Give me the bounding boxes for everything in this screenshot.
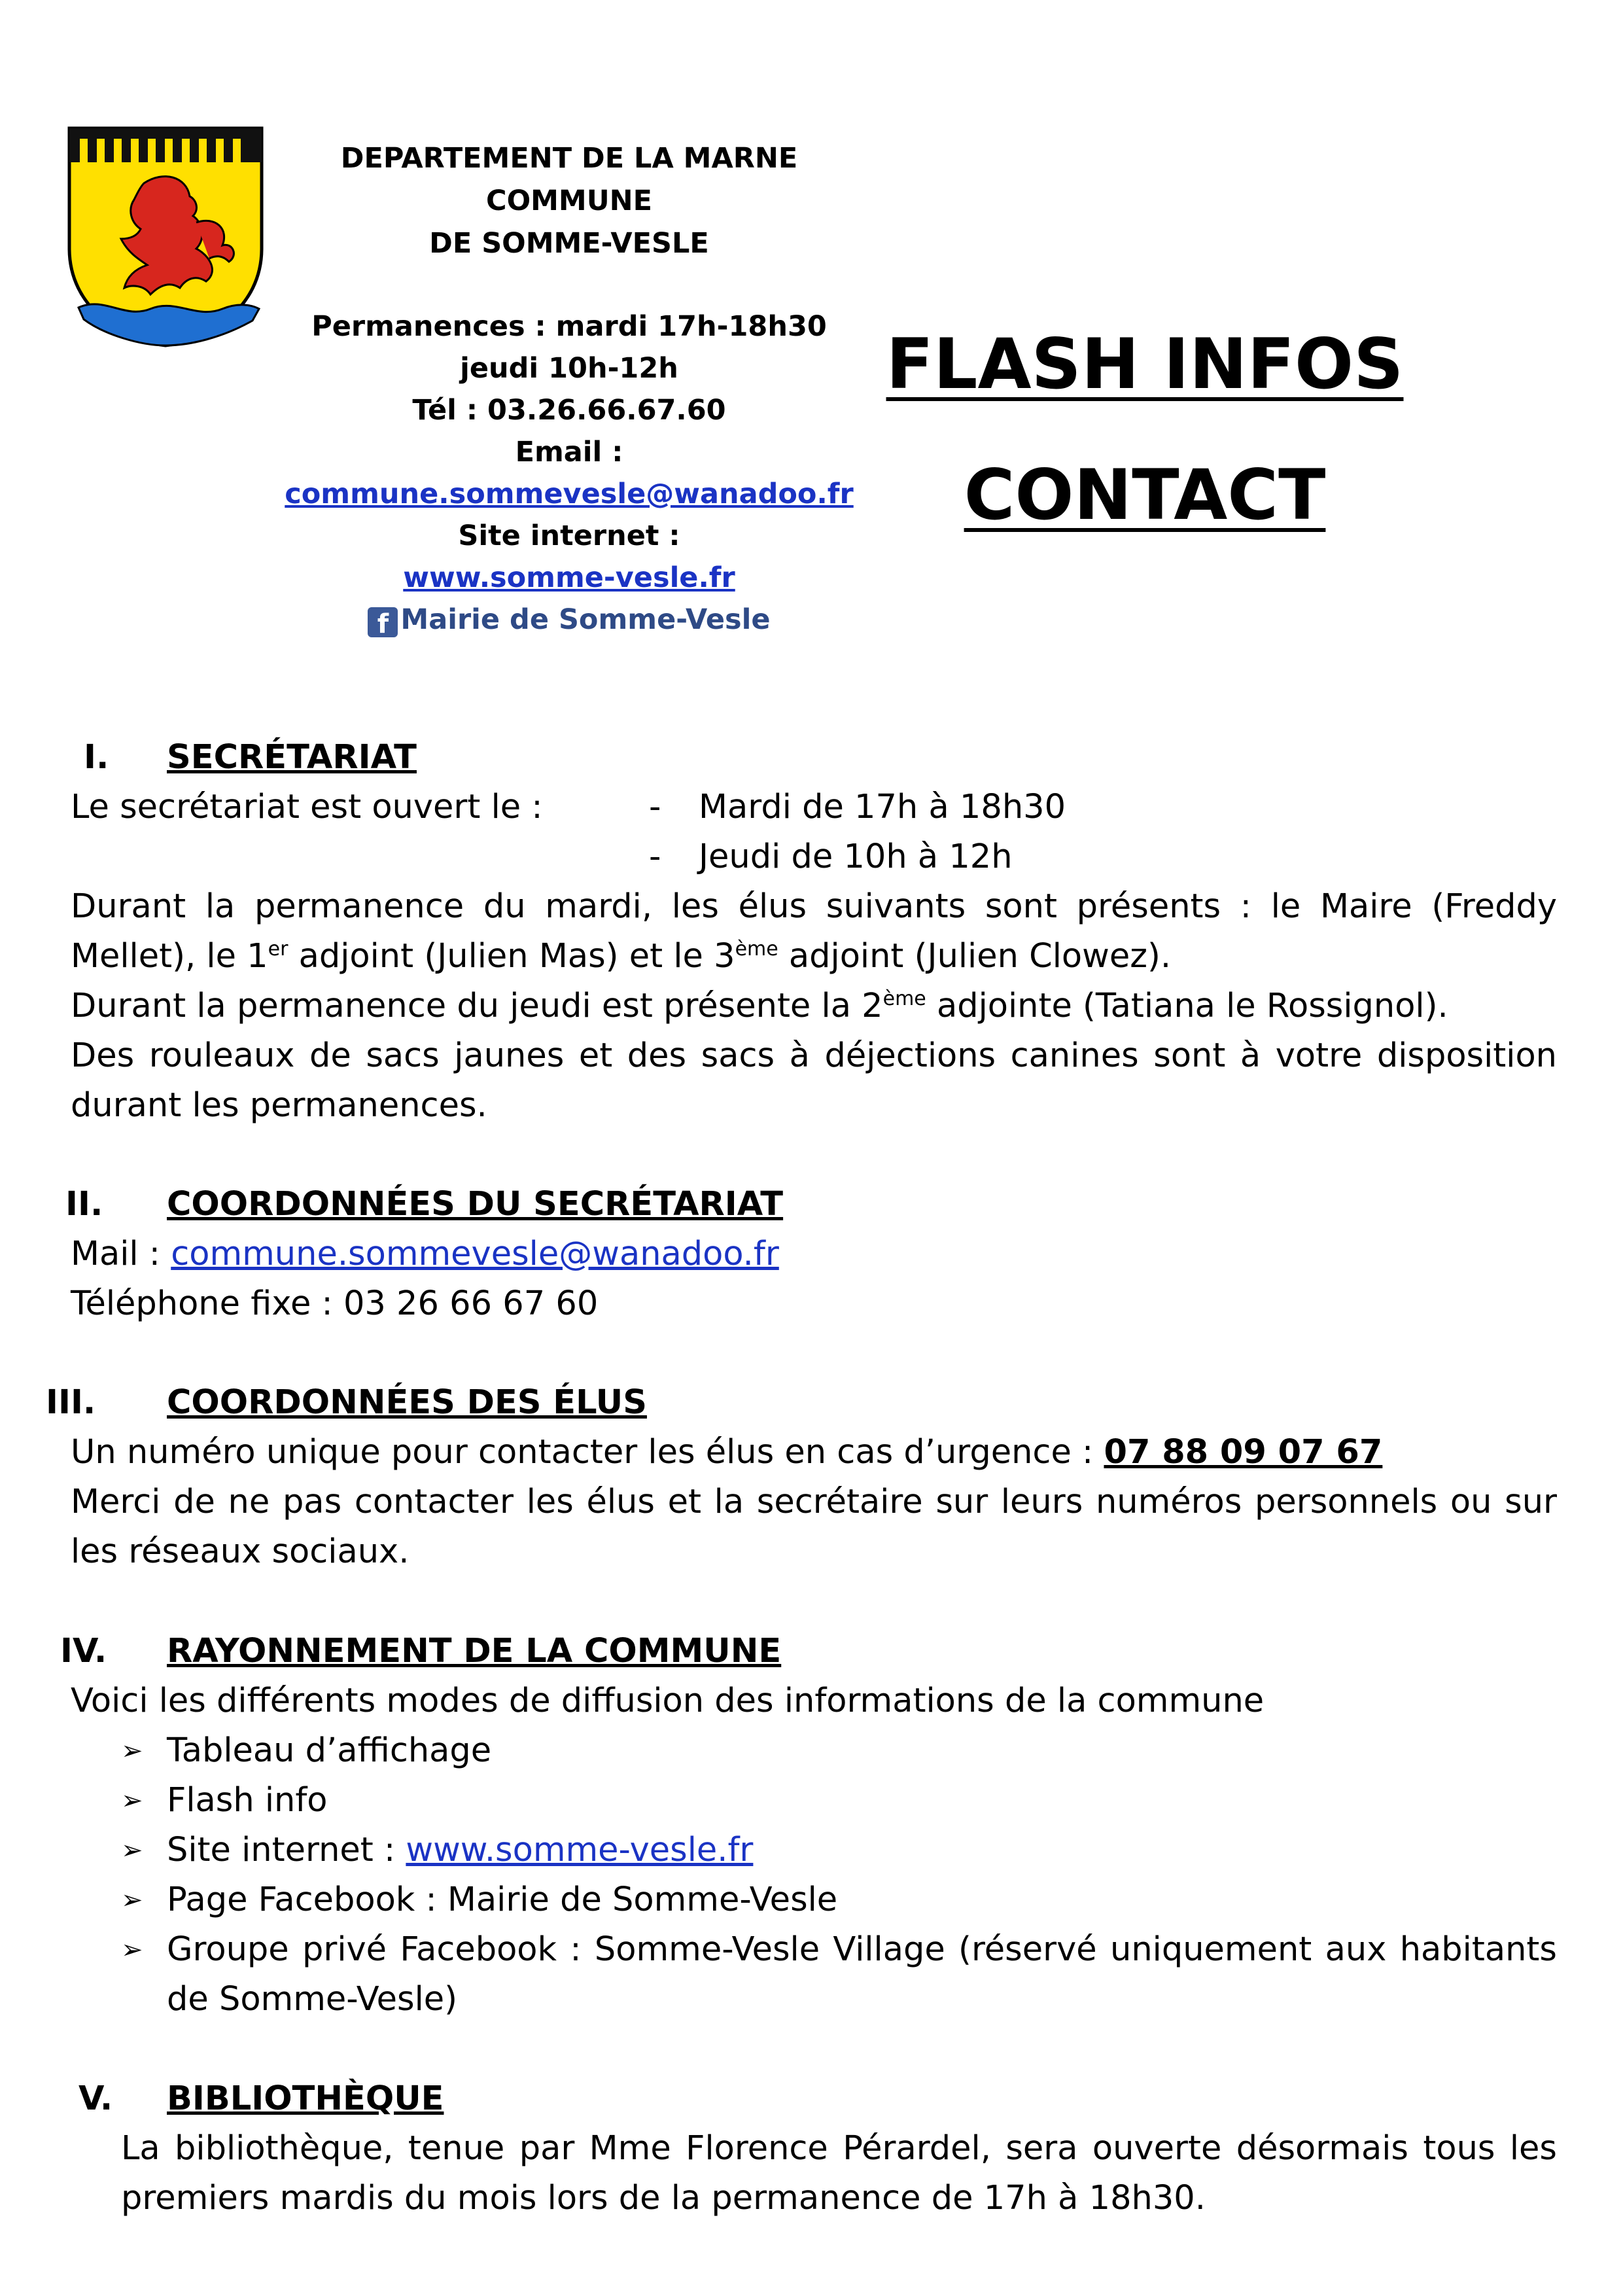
header-commune: COMMUNE [486, 185, 652, 217]
header-department: DEPARTEMENT DE LA MARNE [340, 142, 798, 175]
urgent-phone-number: 07 88 09 07 67 [1104, 1433, 1383, 1472]
secretariat-open-label: Le secrétariat est ouvert le : [71, 788, 543, 826]
secretariat-mail-row: Mail : commune.sommevesle@wanadoo.fr [71, 1235, 779, 1273]
bullet-arrow-icon: ➢ [121, 1935, 143, 1965]
header-facebook-row [275, 599, 864, 641]
bullet-arrow-icon: ➢ [121, 1885, 143, 1915]
diffusion-intro: Voici les différents modes de diffusion des informations de la commune [71, 1682, 1265, 1720]
header-website-row [275, 557, 864, 599]
diffusion-item-board: Tableau d’affichage [167, 1731, 492, 1770]
secretariat-phone: Téléphone fixe : 03 26 66 67 60 [71, 1284, 599, 1323]
section-1-title: SECRÉTARIAT [167, 738, 417, 777]
header-email-link[interactable]: commune.sommevesle@wanadoo.fr [285, 478, 854, 510]
header-hours-line1: Permanences : mardi 17h-18h30 [311, 310, 827, 343]
website-link[interactable]: www.somme-vesle.fr [406, 1831, 754, 1869]
page-title-flash-infos: FLASH INFOS [886, 324, 1404, 404]
page-title-contact: CONTACT [964, 455, 1326, 535]
diffusion-item-facebook-page: Page Facebook : Mairie de Somme-Vesle [167, 1881, 838, 1919]
schedule-item-thursday: Jeudi de 10h à 12h [699, 838, 1013, 876]
facebook-icon: f [368, 607, 398, 637]
section-3-title: COORDONNÉES DES ÉLUS [167, 1383, 647, 1422]
elus-contact-note: Merci de ne pas contacter les élus et la secrétaire sur leurs numéros personnels ou sur les réseaux sociaux. [71, 1483, 1557, 1571]
header-email-label: Email : [515, 436, 623, 468]
section-4-title: RAYONNEMENT DE LA COMMUNE [167, 1632, 782, 1670]
schedule-dash-2: - [649, 838, 661, 876]
urgent-number-row: Un numéro unique pour contacter les élus en cas d’urgence : 07 88 09 07 67 [71, 1433, 1383, 1472]
secretariat-paragraph-tuesday: Durant la permanence du mardi, les élus suivants sont présents : le Maire (Freddy Mellet), le 1er adjoint (Julien Mas) et le 3ème adjoint (Julien Clowez). [71, 887, 1557, 976]
section-4-number: IV. [60, 1632, 107, 1670]
section-2-title: COORDONNÉES DU SECRÉTARIAT [167, 1185, 784, 1224]
header-commune-name: DE SOMME-VESLE [429, 227, 709, 260]
bullet-arrow-icon: ➢ [121, 1736, 143, 1766]
header-email-row [275, 473, 864, 515]
commune-crest-logo [65, 124, 266, 349]
header-website-link[interactable]: www.somme-vesle.fr [403, 561, 735, 594]
schedule-dash-1: - [649, 788, 661, 826]
header-website-label: Site internet : [458, 520, 680, 552]
schedule-item-tuesday: Mardi de 17h à 18h30 [699, 788, 1066, 826]
header-phone: Tél : 03.26.66.67.60 [412, 394, 726, 427]
section-3-number: III. [46, 1383, 96, 1422]
section-5-title: BIBLIOTHÈQUE [167, 2079, 444, 2118]
section-2-number: II. [65, 1185, 103, 1224]
section-5-number: V. [79, 2079, 113, 2118]
header-hours-line2: jeudi 10h-12h [460, 352, 678, 385]
diffusion-item-website: Site internet : www.somme-vesle.fr [167, 1831, 754, 1869]
bullet-arrow-icon: ➢ [121, 1835, 143, 1865]
library-text: La bibliothèque, tenue par Mme Florence Pérardel, sera ouverte désormais tous les premiers mardis du mois lors de la permanence de 17h à 18h30. [121, 2129, 1557, 2217]
bullet-arrow-icon: ➢ [121, 1786, 143, 1816]
section-1-number: I. [84, 738, 109, 777]
diffusion-item-flash: Flash info [167, 1781, 328, 1820]
header-facebook-label[interactable]: Mairie de Somme-Vesle [400, 603, 771, 636]
secretariat-mail-link[interactable]: commune.sommevesle@wanadoo.fr [171, 1235, 779, 1273]
secretariat-paragraph-bags: Des rouleaux de sacs jaunes et des sacs à déjections canines sont à votre disposition durant les permanences. [71, 1036, 1557, 1125]
secretariat-paragraph-thursday: Durant la permanence du jeudi est présente la 2ème adjointe (Tatiana le Rossignol). [71, 987, 1448, 1025]
diffusion-item-facebook-group: Groupe privé Facebook : Somme-Vesle Village (réservé uniquement aux habitants de Somme-Vesle) [167, 1930, 1557, 2019]
